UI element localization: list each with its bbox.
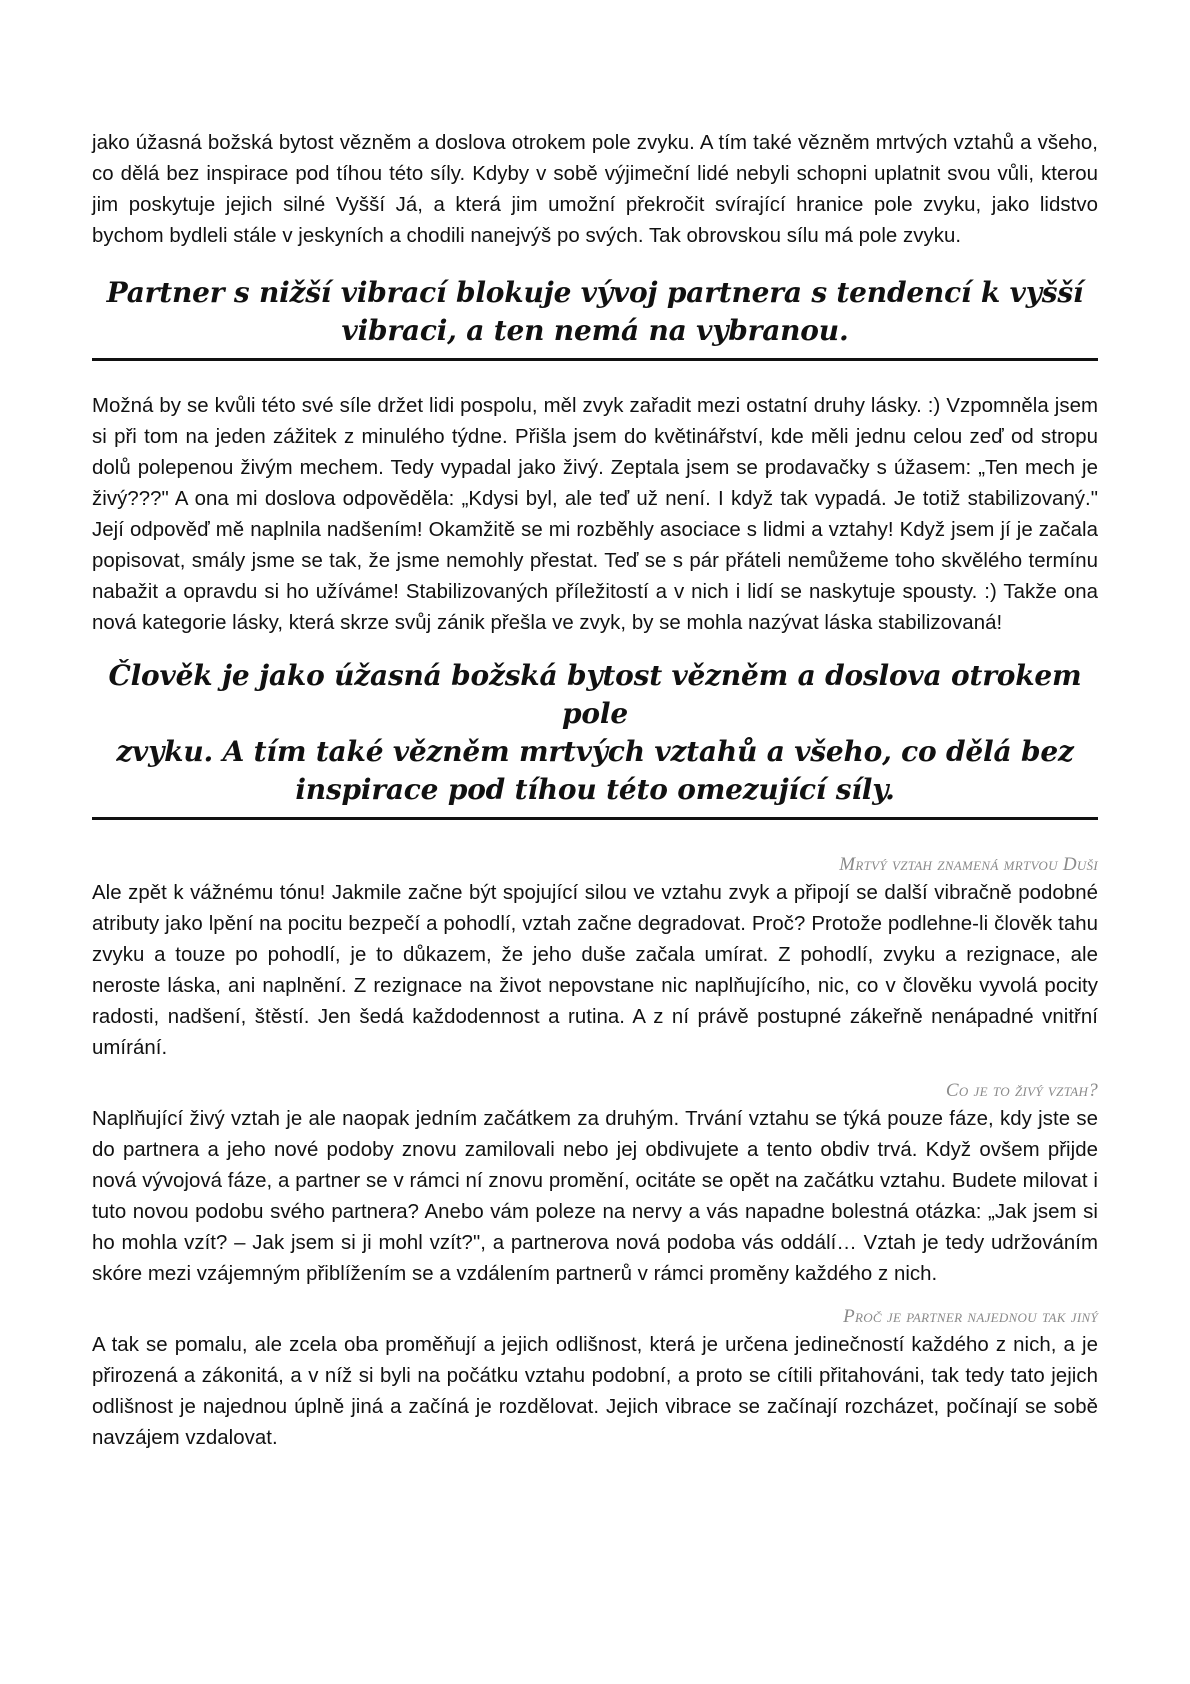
heading-1-line-1: Partner s nižší vibrací blokuje vývoj partnera s tendencí k vyšší	[106, 276, 1084, 309]
paragraph-4: Naplňující živý vztah je ale naopak jedním začátkem za druhým. Trvání vztahu se týká pouze fáze, kdy jste se do partnera a jeho nové podoby znovu zamilovali nebo jej obdivujete a tento obdiv trvá. Když ovšem přijde nová vývojová fáze, a partner se v rámci ní znovu promění, ocitáte se opět na začátku vztahu. Budete milovat i tuto novou podobu svého partnera? Anebo vám poleze na nervy a vás napadne bolestná otázka: „Jak jsem si ho mohla vzít? – Jak jsem si ji mohl vzít?", a partnerova nová podoba vás oddálí… Vztah je tedy udržováním skóre mezi vzájemným přiblížením se a vzdálením partnerů v rámci proměny každého z nich.	[92, 1108, 1098, 1285]
subhead-dead-relationship: Mrtvý vztah znamená mrtvou Duši	[839, 854, 1098, 875]
paragraph-5: A tak se pomalu, ale zcela oba proměňují a jejich odlišnost, která je určena jedinečností každého z nich, a je přirozená a zákonitá, a v níž si byli na počátku vztahu podobní, a proto se cítili přitahováni, tak tedy tato jejich odlišnost je najednou úplně jiná a začíná je rozdělovat. Jejich vibrace se začínají rozcházet, počínají se sobě navzájem vzdalovat.	[92, 1334, 1098, 1449]
intro-paragraph: jako úžasná božská bytost vězněm a doslova otrokem pole zvyku. A tím také vězněm mrtvých vztahů a všeho, co dělá bez inspirace pod tíhou této síly. Kdyby v sobě výjimeční lidé nebyli schopni uplatnit svou vůli, kterou jim poskytuje jejich silné Vyšší Já, a která jim umožní překročit svírající hranice pole zvyku, jako lidstvo bychom bydleli stále v jeskyních a chodili nanejvýš po svých. Tak obrovskou sílu má pole zvyku.	[92, 132, 1098, 247]
heading-2-line-1: Člověk je jako úžasná božská bytost vězněm a doslova otrokem pole	[108, 659, 1082, 730]
paragraph-2: Možná by se kvůli této své síle držet lidi pospolu, měl zvyk zařadit mezi ostatní druhy lásky. :) Vzpomněla jsem si při tom na jeden zážitek z minulého týdne. Přišla jsem do květinářství, kde měli jednu celou zeď od stropu dolů polepenou živým mechem. Tedy vypadal jako živý. Zeptala jsem se prodavačky s úžasem: „Ten mech je živý???" A ona mi doslova odpověděla: „Kdysi byl, ale teď už není. I když tak vypadá. Je totiž stabilizovaný." Její odpověď mě naplnila nadšením! Okamžitě se mi rozběhly asociace s lidmi a vztahy! Když jsem jí je začala popisovat, smály jsme se tak, že jsme nemohly přestat. Teď se s pár přáteli nemůžeme toho skvělého termínu nabažit a opravdu si ho užíváme! Stabilizovaných příležitostí a v nich i lidí se naskytuje spousty. :) Takže ona nová kategorie lásky, která skrze svůj zánik přešla ve zvyk, by se mohla nazývat láska stabilizovaná!	[92, 395, 1098, 634]
heading-2	[92, 657, 1098, 820]
heading-2-line-3: inspirace pod tíhou této omezující síly.	[295, 773, 895, 806]
heading-2-line-2: zvyku. A tím také vězněm mrtvých vztahů a všeho, co dělá bez	[116, 735, 1074, 768]
subhead-partner-different: Proč je partner najednou tak jiný	[843, 1306, 1098, 1327]
heading-1	[92, 274, 1098, 361]
document-page	[92, 128, 1098, 1454]
heading-1-line-2: vibraci, a ten nemá na vybranou.	[341, 314, 849, 347]
paragraph-3: Ale zpět k vážnému tónu! Jakmile začne být spojující silou ve vztahu zvyk a připojí se další vibračně podobné atributy jako lpění na pocitu bezpečí a pohodlí, vztah začne degradovat. Proč? Protože podlehne-li člověk tahu zvyku a touze po pohodlí, je to důkazem, že jeho duše začala umírat. Z pohodlí, zvyku a rezignace, ale neroste láska, ani naplnění. Z rezignace na život nepovstane nic naplňujícího, nic, co v člověku vyvolá pocity radosti, nadšení, štěstí. Jen šedá každodennost a rutina. A z ní právě postupné zákeřně nenápadné vnitřní umírání.	[92, 882, 1098, 1059]
subhead-living-relationship: Co je to živý vztah?	[945, 1080, 1098, 1101]
